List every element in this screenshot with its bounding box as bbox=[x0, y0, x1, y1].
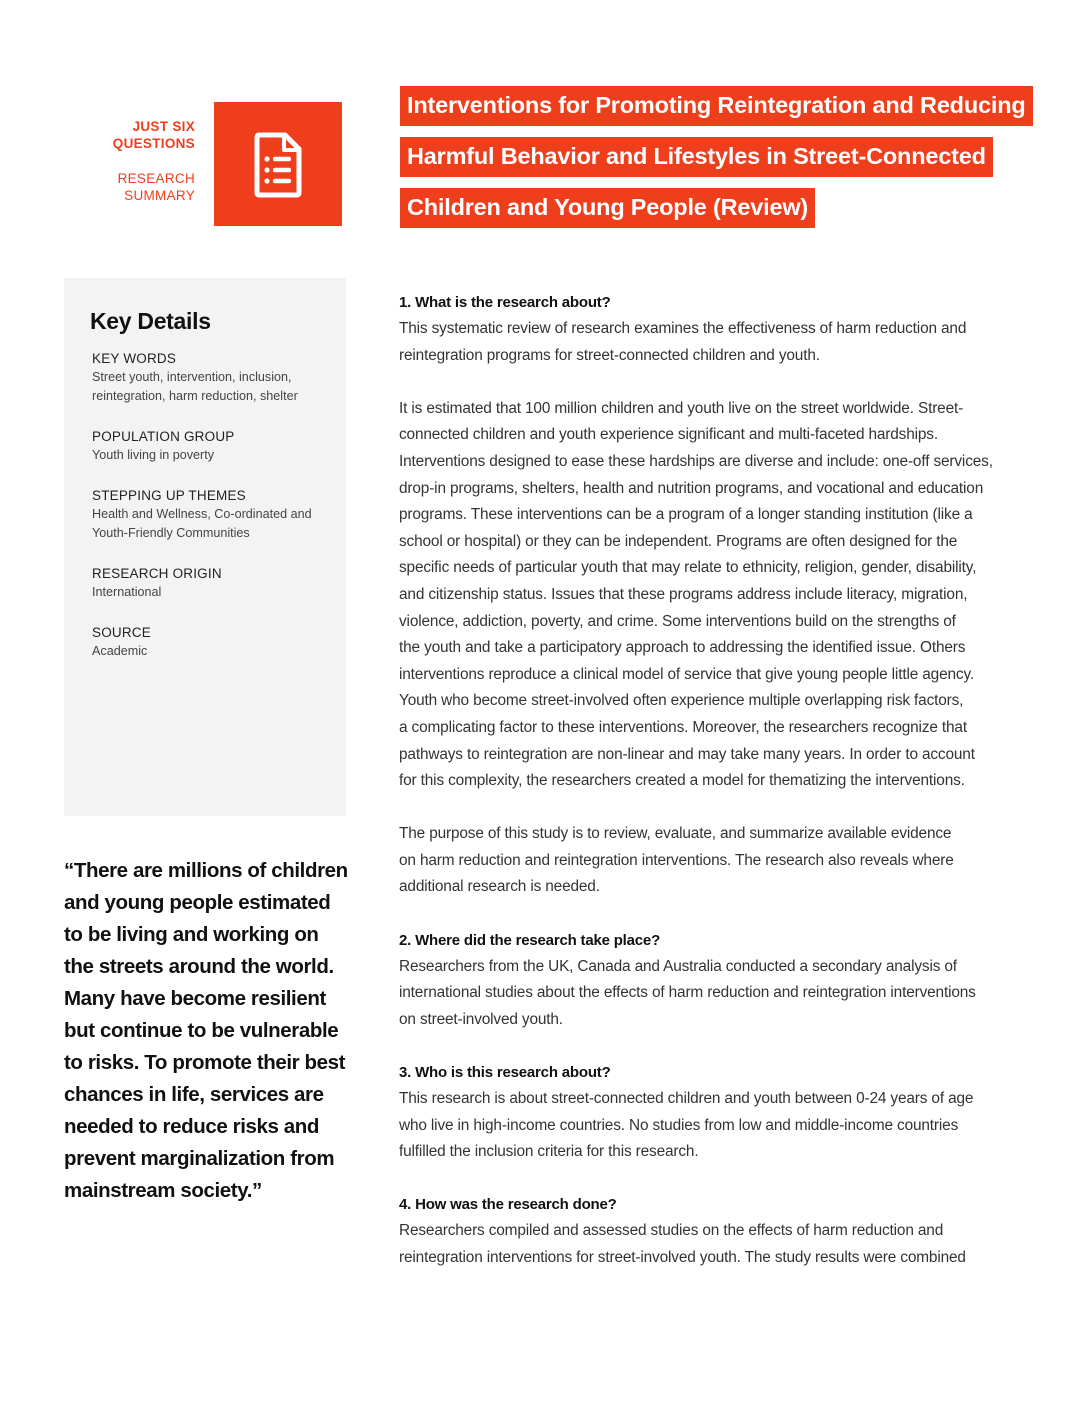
document-title bbox=[400, 86, 1026, 239]
text-line: and citizenship status. Issues that these programs address include literacy, migration, bbox=[399, 585, 968, 603]
detail-value: Street youth, intervention, inclusion, bbox=[92, 370, 292, 384]
text-line: reintegration interventions for street-involved youth. The study results were combined bbox=[399, 1249, 966, 1266]
text-line: Interventions designed to ease these hardships are diverse and include: one-off services, bbox=[399, 452, 993, 470]
brand-label bbox=[80, 118, 195, 204]
pull-quote bbox=[64, 855, 354, 1207]
document-icon bbox=[254, 132, 302, 198]
paragraph bbox=[399, 316, 1009, 369]
detail-value: Youth-Friendly Communities bbox=[92, 526, 250, 540]
title-line-3: Children and Young People (Review) bbox=[400, 188, 815, 228]
text-line: on street-involved youth. bbox=[399, 1010, 563, 1028]
detail-value: Academic bbox=[92, 644, 148, 658]
brand-line-research: RESEARCH bbox=[117, 171, 195, 186]
text-line: specific needs of particular youth that may relate to ethnicity, religion, gender, disability, bbox=[399, 559, 977, 577]
detail-label: STEPPING UP THEMES bbox=[92, 488, 246, 503]
text-line: connected children and youth experience significant and multi-faceted hardships. bbox=[399, 426, 938, 444]
text-line: the youth and take a participatory approach to addressing the identified issue. Others bbox=[399, 639, 966, 657]
quote-line: to risks. To promote their best bbox=[64, 1051, 346, 1074]
quote-line: the streets around the world. bbox=[64, 955, 334, 978]
text-line: international studies about the effects of harm reduction and reintegration interventions bbox=[399, 984, 976, 1002]
paragraph bbox=[399, 821, 1009, 901]
quote-line: to be living and working on bbox=[64, 923, 319, 946]
text-line: The purpose of this study is to review, evaluate, and summarize available evidence bbox=[399, 825, 952, 843]
text-line: who live in high-income countries. No studies from low and middle-income countries bbox=[399, 1116, 959, 1134]
text-line: It is estimated that 100 million children and youth live on the street worldwide. Street- bbox=[399, 399, 964, 417]
paragraph bbox=[399, 1218, 1009, 1271]
section-heading: 4. How was the research done? bbox=[399, 1196, 617, 1214]
quote-line: “There are millions of children bbox=[64, 859, 348, 882]
text-line: This systematic review of research examines the effectiveness of harm reduction and bbox=[399, 320, 967, 337]
quote-line: mainstream society.” bbox=[64, 1179, 262, 1202]
brand-line-questions: QUESTIONS bbox=[112, 136, 195, 151]
detail-stepping-up-themes bbox=[92, 487, 332, 543]
detail-key-words bbox=[92, 350, 332, 406]
key-details-panel bbox=[64, 278, 346, 816]
detail-label: SOURCE bbox=[92, 625, 151, 640]
paragraph bbox=[399, 1086, 1009, 1166]
text-line: This research is about street-connected children and youth between 0-24 years of age bbox=[399, 1090, 974, 1108]
detail-research-origin bbox=[92, 565, 332, 602]
quote-line: needed to reduce risks and bbox=[64, 1115, 320, 1138]
text-line: fulfilled the inclusion criteria for this research. bbox=[399, 1143, 699, 1161]
text-line: for this complexity, the researchers created a model for thematizing the interventions. bbox=[399, 772, 965, 790]
section-heading: 3. Who is this research about? bbox=[399, 1064, 611, 1082]
section-heading: 2. Where did the research take place? bbox=[399, 931, 661, 949]
text-line: violence, addiction, poverty, and crime. Some interventions build on the strengths of bbox=[399, 612, 956, 630]
detail-source bbox=[92, 624, 332, 661]
detail-value: International bbox=[92, 585, 162, 599]
detail-label: RESEARCH ORIGIN bbox=[92, 566, 222, 581]
brand-line-just-six: JUST SIX bbox=[132, 119, 195, 134]
text-line: Youth who become street-involved often experience multiple overlapping risk factors, bbox=[399, 692, 964, 710]
quote-line: prevent marginalization from bbox=[64, 1147, 335, 1170]
text-line: additional research is needed. bbox=[399, 878, 600, 896]
text-line: school or hospital) or they can be independent. Programs are often designed for the bbox=[399, 532, 958, 550]
text-line: Researchers compiled and assessed studies on the effects of harm reduction and bbox=[399, 1222, 944, 1240]
main-content bbox=[399, 290, 1009, 1272]
paragraph bbox=[399, 396, 1009, 795]
quote-line: and young people estimated bbox=[64, 891, 331, 914]
detail-value: Health and Wellness, Co-ordinated and bbox=[92, 507, 312, 521]
quote-line: Many have become resilient bbox=[64, 987, 326, 1010]
title-line-1: Interventions for Promoting Reintegration and Reducing bbox=[400, 86, 1033, 126]
paragraph bbox=[399, 954, 1009, 1034]
detail-value: Youth living in poverty bbox=[92, 448, 215, 462]
text-line: a complicating factor to these interventions. Moreover, the researchers recognize that bbox=[399, 718, 967, 736]
detail-value: reintegration, harm reduction, shelter bbox=[92, 389, 298, 403]
text-line: interventions reproduce a clinical model of service that give young people little agency. bbox=[399, 665, 974, 683]
text-line: on harm reduction and reintegration interventions. The research also reveals where bbox=[399, 851, 954, 869]
brand-line-summary: SUMMARY bbox=[124, 188, 195, 203]
section-heading: 1. What is the research about? bbox=[399, 294, 611, 311]
detail-label: KEY WORDS bbox=[92, 351, 177, 366]
text-line: Researchers from the UK, Canada and Australia conducted a secondary analysis of bbox=[399, 957, 957, 975]
title-line-2: Harmful Behavior and Lifestyles in Street-Connected bbox=[400, 137, 993, 177]
quote-line: but continue to be vulnerable bbox=[64, 1019, 339, 1042]
detail-label: POPULATION GROUP bbox=[92, 429, 235, 444]
text-line: programs. These interventions can be a program of a longer standing institution (like a bbox=[399, 506, 973, 524]
detail-population-group bbox=[92, 428, 332, 465]
text-line: pathways to reintegration are non-linear and may take many years. In order to account bbox=[399, 745, 975, 763]
text-line: drop-in programs, shelters, health and nutrition programs, and vocational and education bbox=[399, 479, 984, 497]
brand-logo-box bbox=[214, 102, 342, 226]
text-line: reintegration programs for street-connected children and youth. bbox=[399, 346, 820, 364]
quote-line: chances in life, services are bbox=[64, 1083, 324, 1106]
key-details-heading: Key Details bbox=[90, 308, 211, 334]
